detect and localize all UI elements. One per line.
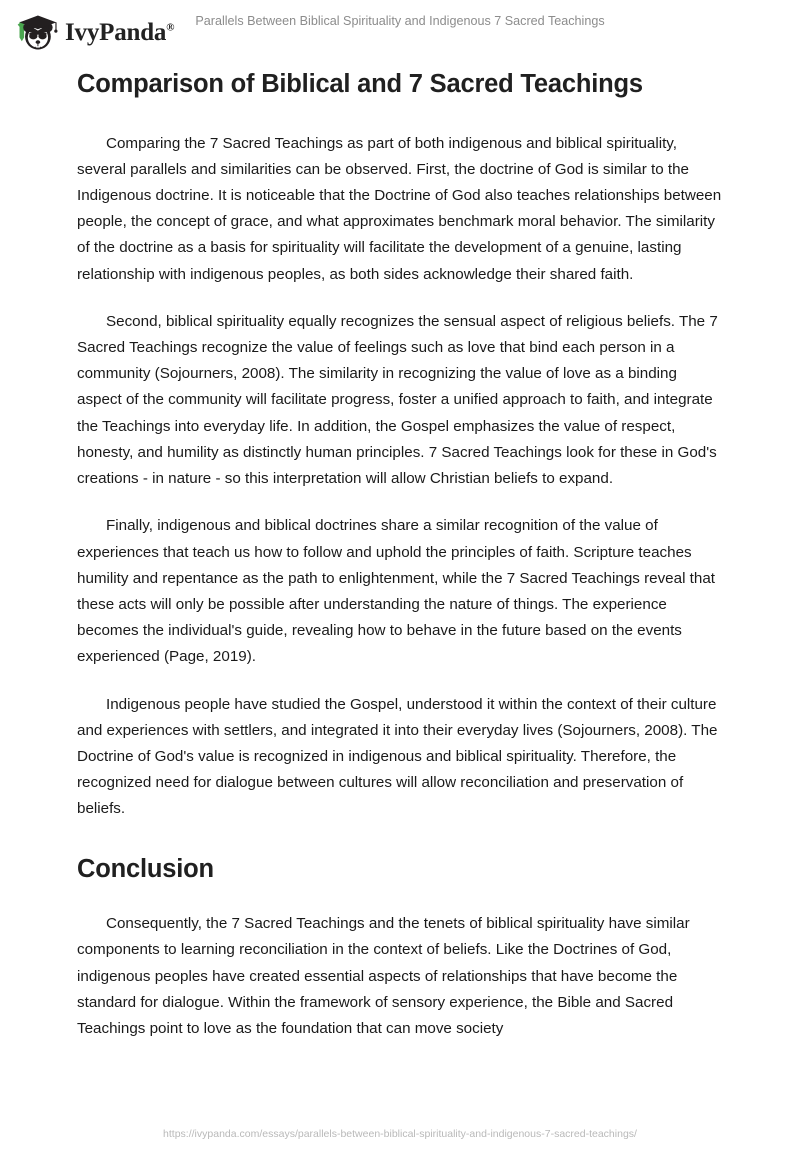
- brand-name-text: IvyPanda: [65, 18, 167, 46]
- page-header: [0, 0, 800, 62]
- registered-trademark-icon: ®: [166, 21, 175, 34]
- paragraph-5: Consequently, the 7 Sacred Teachings and the tenets of biblical spirituality have similar components to learning reconciliation in the context of beliefs. Like the Doctrines of God, indigenous peoples have created essential aspects of relationships that have become the standard for dialogue. Within the framework of sensory experience, the Bible and Sacred Teachings point to love as the foundation that can move society: [77, 915, 690, 1037]
- spacer: [77, 288, 723, 309]
- source-url-link[interactable]: https://ivypanda.com/essays/parallels-between-biblical-spirituality-and-indigenous-7-sacred-teachings/: [163, 1128, 637, 1140]
- paragraph-3: Finally, indigenous and biblical doctrines share a similar recognition of the value of experiences that teach us how to follow and uphold the principles of faith. Scripture teaches humility and repentance as the path to enlightenment, while the 7 Sacred Teachings reveal that these acts will only be possible after understanding the nature of things. The experience becomes the individual's guide, revealing how to behave in the future based on the events experienced (Page, 2019).: [77, 517, 715, 666]
- document-body: [77, 68, 723, 1042]
- spacer: [77, 671, 723, 692]
- paragraph-2: Second, biblical spirituality equally recognizes the sensual aspect of religious beliefs. The 7 Sacred Teachings recognize the value of feelings such as love that bind each person in a community (Sojourners, 2008). The similarity in recognizing the value of love as a binding aspect of the community will facilitate progress, foster a unified approach to faith, and integrate the Teachings into everyday life. In addition, the Gospel emphasizes the value of respect, honesty, and humility as distinctly human principles. 7 Sacred Teachings look for these in God's creations - in nature - so this interpretation will allow Christian beliefs to expand.: [77, 312, 718, 488]
- paragraph-4: Indigenous people have studied the Gospel, understood it within the context of their culture and experiences with settlers, and integrated it into their everyday lives (Sojourners, 2008). The Doctrine of God's value is recognized in indigenous and biblical spirituality. Therefore, the recognized need for dialogue between cultures will allow reconciliation and preservation of beliefs.: [77, 695, 718, 818]
- section-heading-comparison: Comparison of Biblical and 7 Sacred Teachings: [77, 70, 643, 98]
- spacer: [77, 886, 723, 911]
- page-footer: [0, 1118, 800, 1160]
- spacer: [77, 102, 723, 131]
- spacer: [77, 823, 723, 853]
- paragraph-1: Comparing the 7 Sacred Teachings as part of both indigenous and biblical spirituality, several parallels and similarities can be observed. First, the doctrine of God is similar to the Indigenous doctrine. It is noticeable that the Doctrine of God also teaches relationships between people, the concept of grace, and what approximates benchmark moral behavior. The similarity of the doctrine as a basis for spirituality will facilitate the development of a genuine, lasting relationship with indigenous peoples, as both sides acknowledge their shared faith.: [77, 134, 722, 283]
- document-header-title: Parallels Between Biblical Spirituality and Indigenous 7 Sacred Teachings: [195, 14, 605, 28]
- section-heading-conclusion: Conclusion: [77, 854, 214, 883]
- spacer: [77, 492, 723, 513]
